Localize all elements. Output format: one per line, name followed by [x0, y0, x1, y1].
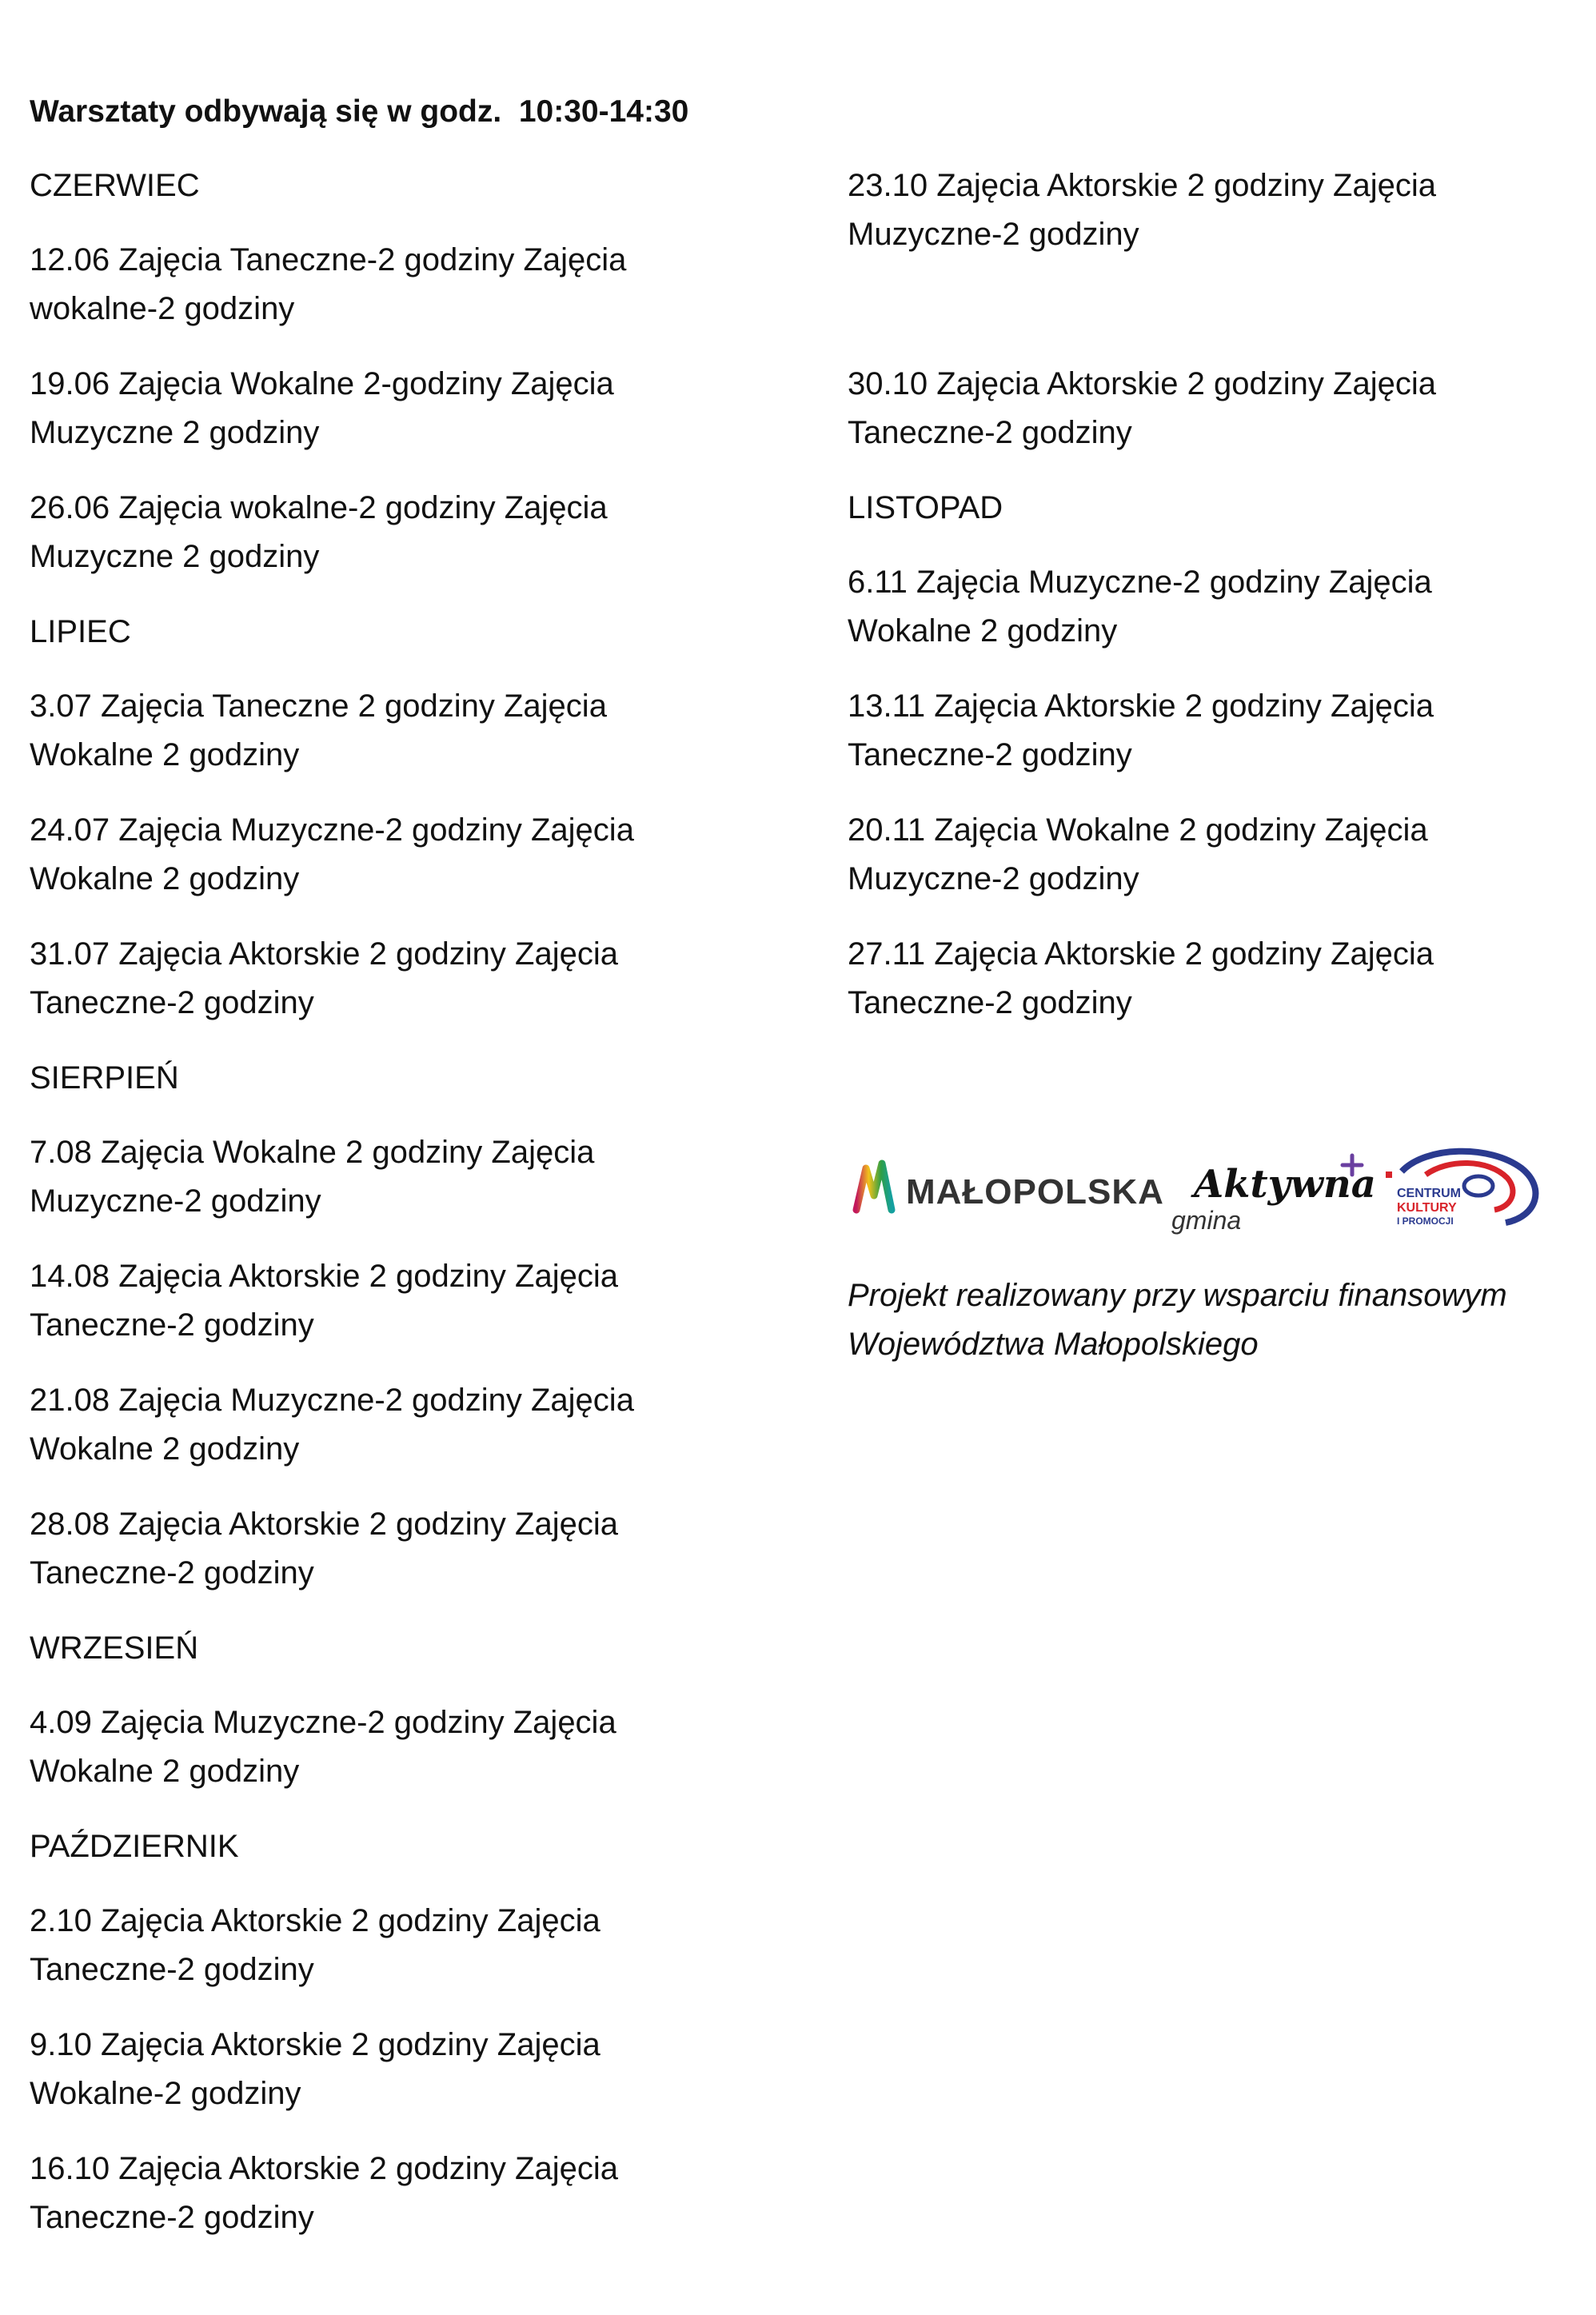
sponsor-logos: [850, 1140, 1554, 1235]
month-heading: WRZESIEŃ: [30, 1630, 199, 1666]
schedule-entry: 20.11 Zajęcia Wokalne 2 godziny Zajęcia Muzyczne-2 godziny: [848, 812, 1428, 896]
schedule-entry: 13.11 Zajęcia Aktorskie 2 godziny Zajęcia Taneczne-2 godziny: [848, 689, 1434, 772]
schedule-entry: 12.06 Zajęcia Taneczne-2 godziny Zajęcia wokalne-2 godziny: [30, 242, 627, 326]
malopolska-logo-icon: [856, 1163, 892, 1210]
month-heading: LIPIEC: [30, 614, 131, 649]
schedule-entry: 30.10 Zajęcia Aktorskie 2 godziny Zajęcia Taneczne-2 godziny: [848, 366, 1436, 450]
malopolska-wordmark: MAŁOPOLSKA: [906, 1172, 1164, 1211]
schedule-entry: 28.08 Zajęcia Aktorskie 2 godziny Zajęcia Taneczne-2 godziny: [30, 1507, 618, 1591]
schedule-entry: 4.09 Zajęcia Muzyczne-2 godziny Zajęcia Wokalne 2 godziny: [30, 1705, 616, 1789]
schedule-entry: 14.08 Zajęcia Aktorskie 2 godziny Zajęcia Taneczne-2 godziny: [30, 1259, 618, 1343]
month-heading: CZERWIEC: [30, 168, 200, 203]
schedule-entry: 16.10 Zajęcia Aktorskie 2 godziny Zajęcia Taneczne-2 godziny: [30, 2151, 618, 2235]
aktywna-wordmark: Aktywna: [1194, 1162, 1376, 1207]
month-heading: PAŹDZIERNIK: [30, 1829, 239, 1864]
schedule-entry: 2.10 Zajęcia Aktorskie 2 godziny Zajęcia Taneczne-2 godziny: [30, 1903, 600, 1987]
schedule-entry: 7.08 Zajęcia Wokalne 2 godziny Zajęcia Muzyczne-2 godziny: [30, 1135, 595, 1219]
promocji-line: I PROMOCJI: [1397, 1215, 1454, 1227]
schedule-entry: 3.07 Zajęcia Taneczne 2 godziny Zajęcia Wokalne 2 godziny: [30, 689, 607, 772]
centrum-line: CENTRUM: [1397, 1187, 1461, 1200]
schedule-entry: 6.11 Zajęcia Muzyczne-2 godziny Zajęcia Wokalne 2 godziny: [848, 565, 1432, 649]
month-heading: SIERPIEŃ: [30, 1060, 179, 1096]
schedule-entry: 23.10 Zajęcia Aktorskie 2 godziny Zajęcia Muzyczne-2 godziny: [848, 168, 1436, 252]
funding-note: Projekt realizowany przy wsparciu finansowym Województwa Małopolskiego: [848, 1278, 1507, 1362]
schedule-entry: 9.10 Zajęcia Aktorskie 2 godziny Zajęcia Wokalne-2 godziny: [30, 2027, 600, 2111]
schedule-entry: 31.07 Zajęcia Aktorskie 2 godziny Zajęcia Taneczne-2 godziny: [30, 936, 618, 1020]
schedule-entry: 26.06 Zajęcia wokalne-2 godziny Zajęcia Muzyczne 2 godziny: [30, 490, 608, 574]
gmina-wordmark: gmina: [1171, 1206, 1242, 1235]
month-heading: LISTOPAD: [848, 490, 1003, 525]
schedule-header: Warsztaty odbywają się w godz. 10:30-14:30: [30, 94, 689, 129]
schedule-entry: 24.07 Zajęcia Muzyczne-2 godziny Zajęcia Wokalne 2 godziny: [30, 812, 634, 896]
schedule-entry: 21.08 Zajęcia Muzyczne-2 godziny Zajęcia Wokalne 2 godziny: [30, 1383, 634, 1467]
kultury-line: KULTURY: [1397, 1201, 1457, 1215]
schedule-entry: 19.06 Zajęcia Wokalne 2-godziny Zajęcia Muzyczne 2 godziny: [30, 366, 614, 450]
schedule-entry: 27.11 Zajęcia Aktorskie 2 godziny Zajęcia Taneczne-2 godziny: [848, 936, 1434, 1020]
